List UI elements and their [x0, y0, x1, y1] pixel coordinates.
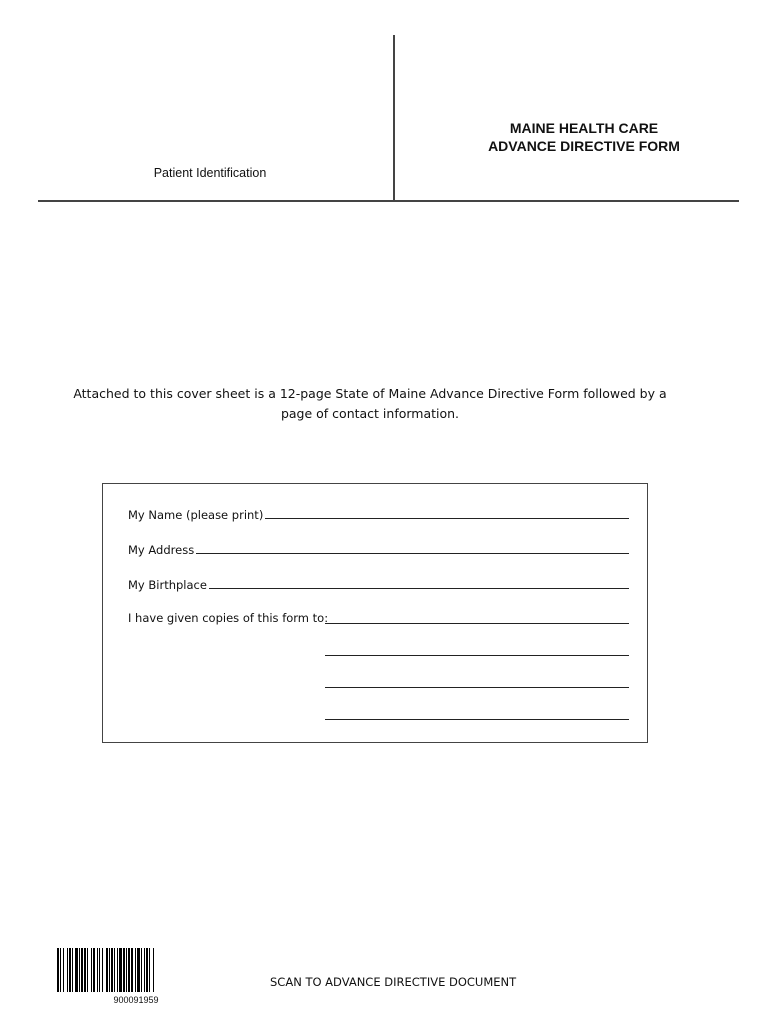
- name-line[interactable]: [265, 517, 629, 519]
- form-title: [430, 119, 738, 155]
- address-field[interactable]: [128, 543, 629, 557]
- copies-line-4[interactable]: [325, 718, 629, 720]
- header-horizontal-divider: [38, 200, 739, 202]
- name-field[interactable]: [128, 508, 629, 522]
- address-line[interactable]: [196, 552, 629, 554]
- form-title-line-2: ADVANCE DIRECTIVE FORM: [488, 138, 680, 154]
- scan-instruction: SCAN TO ADVANCE DIRECTIVE DOCUMENT: [270, 975, 517, 989]
- barcode-image: [57, 948, 215, 992]
- birthplace-field[interactable]: [128, 578, 629, 592]
- copies-line-1[interactable]: [325, 622, 629, 624]
- barcode-number: 900091959: [113, 995, 159, 1005]
- header-vertical-divider: [393, 35, 395, 202]
- intro-line-1: Attached to this cover sheet is a 12-page State of Maine Advance Directive Form followed by a: [73, 386, 667, 401]
- patient-identification-label: Patient Identification: [153, 166, 267, 180]
- birthplace-label: My Birthplace: [128, 578, 207, 592]
- intro-line-2: page of contact information.: [280, 406, 460, 421]
- birthplace-line[interactable]: [209, 587, 629, 589]
- form-title-line-1: MAINE HEALTH CARE: [509, 120, 659, 136]
- cover-sheet-intro: [70, 384, 670, 424]
- name-label: My Name (please print): [128, 508, 264, 522]
- address-label: My Address: [128, 543, 195, 557]
- copies-line-2[interactable]: [325, 654, 629, 656]
- copies-field[interactable]: [128, 611, 328, 625]
- copies-line-3[interactable]: [325, 686, 629, 688]
- copies-label: I have given copies of this form to:: [128, 611, 329, 625]
